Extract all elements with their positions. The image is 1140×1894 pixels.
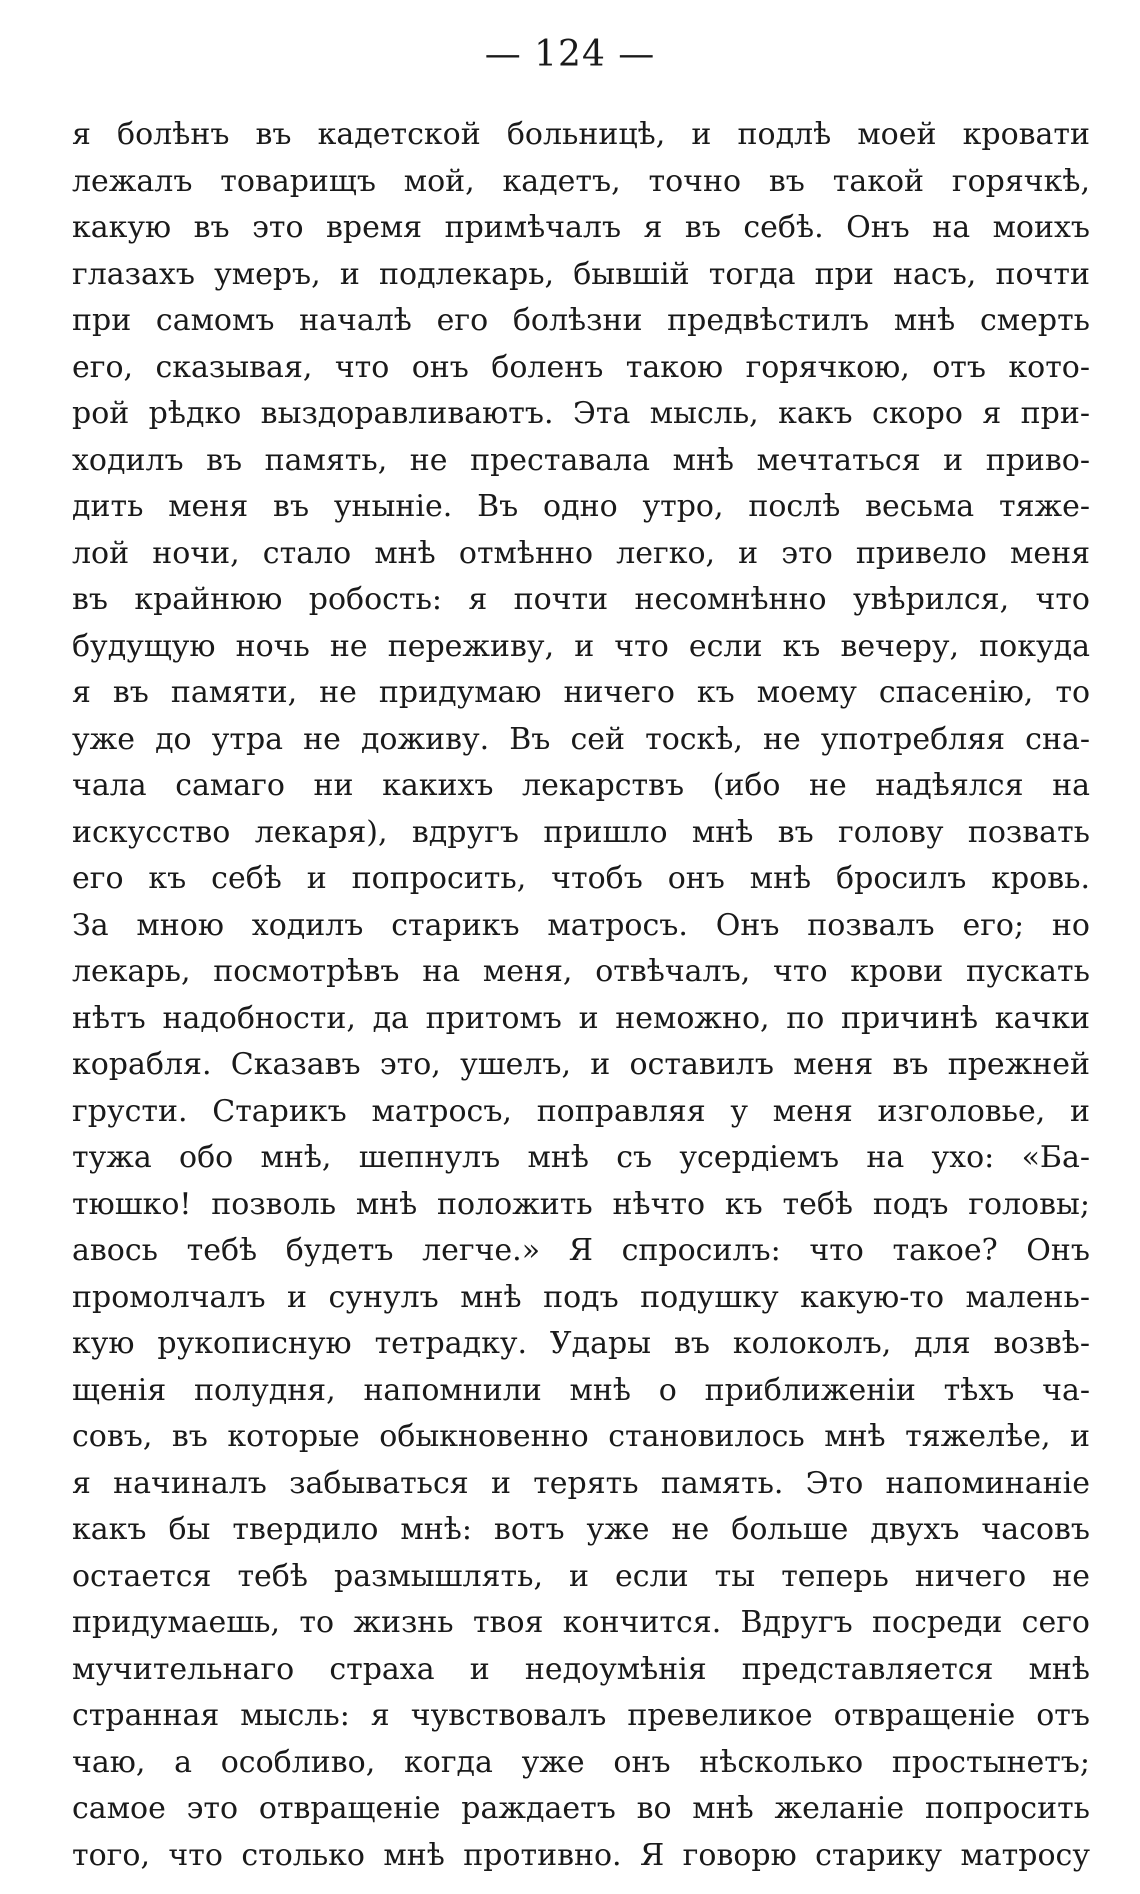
text-line: корабля. Сказавъ это, ушелъ, и оставилъ меня въ прежней: [72, 1047, 1090, 1082]
text-line: щенія полудня, напомнили мнѣ о приближеніи тѣхъ ча-: [72, 1372, 1090, 1408]
text-line: тужа обо мнѣ, шепнулъ мнѣ съ усердіемъ на ухо: «Ба-: [72, 1140, 1090, 1175]
text-line: дить меня въ уныніе. Въ одно утро, послѣ весьма тяже-: [72, 489, 1090, 524]
text-line: ходилъ въ память, не преставала мнѣ мечтаться и приво-: [72, 442, 1090, 478]
text-line: чаю, а особливо, когда уже онъ нѣсколько простынетъ;: [72, 1744, 1090, 1780]
text-line: лежалъ товарищъ мой, кадетъ, точно въ такой горячкѣ,: [72, 163, 1090, 199]
text-line: чала самаго ни какихъ лекарствъ (ибо не надѣялся на: [72, 768, 1090, 803]
text-line: при самомъ началѣ его болѣзни предвѣстилъ мнѣ смерть: [72, 303, 1090, 338]
text-line: остается тебѣ размышлять, и если ты теперь ничего не: [72, 1558, 1090, 1594]
text-line: я болѣнъ въ кадетской больницѣ, и подлѣ моей кровати: [72, 117, 1090, 152]
text-line: странная мысль: я чувствовалъ превеликое отвращеніе отъ: [72, 1698, 1090, 1733]
text-line: его, сказывая, что онъ боленъ такою горячкою, отъ кото-: [72, 349, 1090, 385]
text-line: рой рѣдко выздоравливаютъ. Эта мысль, какъ скоро я при-: [72, 396, 1090, 431]
page-number: — 124 —: [484, 34, 656, 75]
text-line: самое это отвращеніе раждаетъ во мнѣ желаніе попросить: [72, 1791, 1090, 1826]
text-line: нѣтъ надобности, да притомъ и неможно, по причинѣ качки: [72, 1000, 1090, 1036]
text-line: лекарь, посмотрѣвъ на меня, отвѣчалъ, что крови пускать: [72, 954, 1090, 989]
text-line: въ крайнюю робость: я почти несомнѣнно увѣрился, что: [72, 582, 1090, 617]
text-line: я въ памяти, не придумаю ничего къ моему спасенію, то: [72, 675, 1090, 710]
body-text: [72, 112, 1090, 1879]
text-line: какую въ это время примѣчалъ я въ себѣ. Онъ на моихъ: [72, 210, 1090, 245]
text-line: будущую ночь не переживу, и что если къ вечеру, покуда: [72, 628, 1090, 664]
text-line: грусти. Старикъ матросъ, поправляя у меня изголовье, и: [72, 1093, 1090, 1129]
text-line: тюшко! позволь мнѣ положить нѣчто къ тебѣ подъ головы;: [72, 1186, 1090, 1222]
text-line: какъ бы твердило мнѣ: вотъ уже не больше двухъ часовъ: [72, 1512, 1090, 1547]
text-line: промолчалъ и сунулъ мнѣ подъ подушку какую-то малень-: [72, 1279, 1090, 1315]
text-line: глазахъ умеръ, и подлекарь, бывшій тогда при насъ, почти: [72, 256, 1090, 292]
text-line: его къ себѣ и попросить, чтобъ онъ мнѣ бросилъ кровь.: [72, 861, 1090, 896]
text-line: лой ночи, стало мнѣ отмѣнно легко, и это привело меня: [72, 535, 1090, 571]
text-line: искусство лекаря), вдругъ пришло мнѣ въ голову позвать: [72, 814, 1090, 850]
text-line: того, что столько мнѣ противно. Я говорю старику матросу: [72, 1837, 1090, 1873]
text-line: мучительнаго страха и недоумѣнія представляется мнѣ: [72, 1651, 1090, 1687]
text-line: уже до утра не доживу. Въ сей тоскѣ, не употребляя сна-: [72, 721, 1090, 757]
text-line: совъ, въ которые обыкновенно становилось мнѣ тяжелѣе, и: [72, 1419, 1090, 1454]
text-line: авось тебѣ будетъ легче.» Я спросилъ: что такое? Онъ: [72, 1233, 1090, 1268]
text-line: я начиналъ забываться и терять память. Это напоминаніе: [72, 1465, 1090, 1501]
text-line: кую рукописную тетрадку. Удары въ колоколъ, для возвѣ-: [72, 1326, 1090, 1361]
text-line: придумаешь, то жизнь твоя кончится. Вдругъ посреди сего: [72, 1605, 1090, 1640]
text-line: За мною ходилъ старикъ матросъ. Онъ позвалъ его; но: [72, 907, 1090, 943]
